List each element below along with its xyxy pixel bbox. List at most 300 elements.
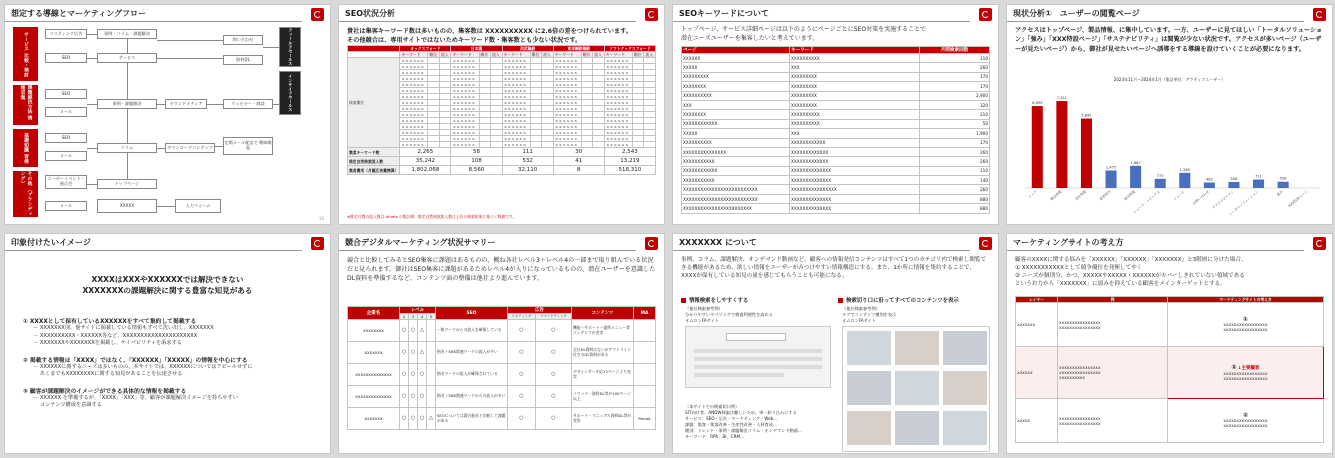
- level-mark: ○: [418, 364, 427, 386]
- lead-text-1: 貴社は集客キーワード数は多いものの、集客数は XXXXXXXXXX に2.6倍の差をつけられています。: [347, 28, 632, 35]
- content-note: ノウハウ・資料DL等が100ページ以上: [572, 386, 634, 408]
- table-row: [682, 176, 990, 185]
- right-heading: 検索切り口に沿ってすべてのコンテンツを表示: [838, 296, 959, 304]
- headline-2: XXXXXXXの課題解決に関する豊富な知見がある: [82, 286, 253, 295]
- level-header: 2: [400, 314, 409, 320]
- level-mark: ○: [400, 364, 409, 386]
- data-label: 528: [1279, 176, 1287, 181]
- keyword-cell: XXXXXXXXXXXXX: [790, 147, 920, 156]
- level-mark: [427, 342, 436, 364]
- slide-title: 想定する導線とマーケティングフロー: [11, 9, 147, 18]
- col-concept: マーケティングサイトの考え方: [1168, 297, 1324, 303]
- chart-caption: 2023年11月〜2024年1月（集計単位：アクティブユーザー）: [1113, 77, 1226, 82]
- summary-value: 2,265: [400, 148, 451, 157]
- table-row: [682, 119, 990, 128]
- point-detail: あくまでもXXXXXXXXに関する知見があることを伝達させる: [33, 371, 183, 378]
- category-label: サステナビリティ: [1211, 189, 1235, 210]
- content-note: サポート・マニュアル資料DL等が充実: [572, 408, 634, 430]
- lead-text-1: 顧客のXXXXに関する悩みを「XXXXXX」「XXXXXX」「XXXXXXX」と3階層に分けた場合、: [1015, 257, 1247, 263]
- table-row: [348, 342, 656, 364]
- keyword-cell: ｘｘｘｘｘｘ: [604, 94, 632, 100]
- slide-competitors: [338, 233, 665, 454]
- keyword-cell: ｘｘｘｘｘｘ: [553, 130, 581, 136]
- seo-note: SEOについては競合他社と比較して課題がある: [436, 408, 508, 430]
- point-detail: コンテンツ構成を意識する: [33, 402, 102, 409]
- keyword-cell: XXXXXXXXXXXXXX: [790, 176, 920, 185]
- lead-text-4: というお力から「XXXXXXX」に弱みを抑えている顧客をメインターゲットとする。: [1015, 281, 1226, 288]
- connector: [157, 206, 175, 207]
- category-label: お問い合わせ: [1191, 189, 1211, 206]
- headline-1: XXXXはXXXやXXXXXXでは解決できない: [91, 275, 244, 284]
- keyword-cell: ｘｘｘｘｘｘ: [451, 82, 479, 88]
- keyword-cell: ｘｘｘｘｘｘ: [451, 130, 479, 136]
- table-row: [348, 364, 656, 386]
- connector: [273, 104, 279, 105]
- keyword-cell: ｘｘｘｘｘｘ: [604, 100, 632, 106]
- keyword-cell: ｘｘｘｘｘｘ: [553, 82, 581, 88]
- lead-text: 競合と比較してみるとSEO集客に課題はあるものの、概ね各社レベル3＋レベル4の一部まで取り組んでいる状況だと見られます。御社はSEO集客に課題があるためレベル4が入りになっているものの、潜在ユーザーを意識したDL資料を準備するなど、コンテンツ面の整備は他社より進んでいます。: [347, 257, 656, 283]
- keyword-cell: ｘｘｘｘｘｘ: [400, 76, 428, 82]
- keyword-cell: ｘｘｘｘｘｘ: [604, 130, 632, 136]
- bar: [1204, 183, 1215, 188]
- title-underline: [1007, 21, 1304, 22]
- data-label: 1,475: [1105, 165, 1117, 170]
- level-mark: △: [418, 320, 427, 342]
- subcolumn-header: 順位: [530, 52, 542, 58]
- brand-logo-icon: [979, 237, 992, 250]
- slide-header: [339, 5, 664, 23]
- subcolumn-header: キーワード: [400, 52, 428, 58]
- table-row: [348, 320, 656, 342]
- keyword-cell: ｘｘｘｘｘｘ: [400, 64, 428, 70]
- subcolumn-header: 流入: [439, 52, 451, 58]
- summary-label: 集客費用（月額広告費換算）: [349, 167, 399, 173]
- flow-box-webinar: ウェビナー・商談: [223, 99, 273, 109]
- slide-search-feature: [672, 233, 999, 454]
- slide-header: [1007, 5, 1332, 23]
- connector: [127, 153, 128, 179]
- keyword-cell: ｘｘｘｘｘｘ: [502, 76, 530, 82]
- keyword-cell: XXXXXXXXXX: [790, 119, 920, 128]
- left-sub: （他社検索参考例）: [685, 306, 723, 311]
- keyword-cell: XXXXXXXXXX: [682, 138, 790, 147]
- bar: [1278, 182, 1289, 188]
- slide-header: [5, 234, 330, 252]
- ma-tool: [634, 342, 656, 364]
- data-label: 5,845: [1081, 113, 1092, 118]
- ad-mark: ○: [508, 408, 536, 430]
- summary-value: 8: [553, 166, 604, 175]
- competitor-table: [347, 306, 656, 430]
- brand-logo-icon: [311, 237, 324, 250]
- keyword-cell: ｘｘｘｘｘｘ: [604, 76, 632, 82]
- keyword-cell: ｘｘｘｘｘｘ: [502, 88, 530, 94]
- bar: [1179, 173, 1190, 188]
- level-mark: [427, 320, 436, 342]
- ad-mark: ○: [535, 320, 571, 342]
- column-header: MA: [634, 307, 656, 320]
- connector: [157, 58, 223, 59]
- keyword-cell: ｘｘｘｘｘｘ: [502, 124, 530, 130]
- keyword-cell: ｘｘｘｘｘｘ: [400, 106, 428, 112]
- search-volume: 210: [920, 110, 990, 119]
- keyword-cell: XXXXXXXXX: [790, 100, 920, 109]
- keyword-cell: ｘｘｘｘｘｘ: [451, 142, 479, 148]
- keyword-cell: ｘｘｘｘｘｘ: [502, 64, 530, 70]
- search-volume: 110: [920, 166, 990, 175]
- keyword-cell: XXXXXXXXXXXXXX: [790, 204, 920, 213]
- keyword-cell: ｘｘｘｘｘｘ: [451, 106, 479, 112]
- keyword-cell: ｘｘｘｘｘｘ: [604, 118, 632, 124]
- point-detail: － XXXXXXXXXX・XXXXXX等など、XXXXXXXXXXXXXXXXXXXXX: [33, 332, 198, 339]
- subcolumn-header: 順位: [428, 52, 440, 58]
- keyword-cell: XXXXXXXX: [682, 82, 790, 91]
- connector: [157, 40, 223, 41]
- level-mark: ○: [409, 364, 418, 386]
- keyword-cell: ｘｘｘｘｘｘ: [604, 58, 632, 64]
- right-screenshot: [842, 326, 990, 452]
- subcolumn-header: 流入: [593, 52, 605, 58]
- data-label: 462: [1205, 177, 1213, 182]
- summary-value: 518,310: [604, 166, 655, 175]
- keyword-cell: ｘｘｘｘｘｘ: [502, 58, 530, 64]
- slide-title: 競合デジタルマーケティング状況サマリー: [345, 238, 496, 247]
- company-name: XXXXXXXXXXXXXX: [348, 386, 400, 408]
- point-heading: ② 掲載する情報は「XXXX」ではなく、「XXXXXX」「XXXXX」の情報を中心にする: [23, 357, 248, 364]
- keyword-cell: ｘｘｘｘｘｘ: [400, 130, 428, 136]
- ad-mark: ○: [508, 342, 536, 364]
- flow-box-mail2: メール: [45, 151, 87, 161]
- flow-box-xxxxx: XXXXX: [97, 199, 157, 213]
- title-underline: [5, 21, 302, 22]
- keyword-cell: ｘｘｘｘｘｘ: [502, 112, 530, 118]
- company-name: XXXXXXXX: [348, 320, 400, 342]
- right-site: オムロンFAサイト: [842, 318, 876, 324]
- ad-mark: ○: [535, 386, 571, 408]
- flow-box-field-sales: インサイドセールス: [279, 71, 301, 115]
- connector: [87, 104, 97, 105]
- keyword-cell: ｘｘｘｘｘｘ: [451, 136, 479, 142]
- subcolumn-header: キーワード: [553, 52, 581, 58]
- keyword-cell: ｘｘｘｘｘｘ: [400, 112, 428, 118]
- column-header: 企業名: [348, 307, 400, 320]
- keyword-cell: ｘｘｘｘｘｘ: [553, 100, 581, 106]
- connector: [157, 148, 165, 149]
- title-underline: [673, 250, 970, 251]
- bar: [1130, 166, 1141, 188]
- keyword-cell: ｘｘｘｘｘｘ: [502, 70, 530, 76]
- keyword-table: [681, 46, 990, 214]
- column-header: 広告: [508, 307, 572, 314]
- category-label: 強み: [1276, 189, 1284, 198]
- summary-row: [348, 148, 656, 157]
- keyword-cell: ｘｘｘｘｘｘ: [553, 88, 581, 94]
- bar: [1081, 119, 1092, 188]
- subcolumn-header: 流入: [542, 52, 554, 58]
- table-row: [682, 204, 990, 213]
- layer-2-example: XXXXXXXXXXXXXXXX XXXXXXXXXXXXXXXX XXXXXXXXXX: [1058, 347, 1168, 399]
- column-header: オックスフォード: [400, 46, 451, 52]
- table-row: [682, 63, 990, 72]
- category-label: 採用情報: [1123, 189, 1137, 202]
- flow-box-mail1: メール: [45, 107, 87, 117]
- keyword-cell: ｘｘｘｘｘｘ: [400, 88, 428, 94]
- table-row: [348, 408, 656, 430]
- brand-logo-icon: [311, 8, 324, 21]
- title-underline: [1007, 250, 1304, 251]
- flow-box-seo1: SEO: [45, 53, 87, 63]
- lead-text: アクセスはトップページ、製品情報、に集中しています。一方、ユーザーに見てほしい「トータルソリューション」「強み」「XXX特設ページ」「サステナビリティ」は閲覧が少ない状況です。アクセスが多いページ（ユーザーが見たいページ）から、御社が見せたいページへ誘導をする導線を設けていくことが必要になります。: [1015, 27, 1323, 53]
- data-label: 1,867: [1130, 160, 1141, 165]
- keyword-cell: ｘｘｘｘｘｘ: [502, 100, 530, 106]
- point-heading: ③ 顧客が課題解決のイメージができる具体的な情報を掲載する: [23, 388, 187, 395]
- column-header: 西武鍋鉄: [502, 46, 553, 52]
- category-label: 会社情報: [1074, 189, 1088, 202]
- category-label: ニュース: [1172, 189, 1186, 202]
- keyword-cell: ｘｘｘｘｘｘ: [553, 76, 581, 82]
- flow-box-mailout: 定期メール配信で 興味喚起: [223, 137, 273, 155]
- slide-seo-keywords: [672, 4, 999, 225]
- table-row: [682, 194, 990, 203]
- seo-note: 指名ワードの流入が確保されている: [436, 364, 508, 386]
- keyword-cell: XXXXXXXXXXXX: [790, 138, 920, 147]
- summary-value: 35,242: [400, 157, 451, 166]
- keyword-cell: ｘｘｘｘｘｘ: [604, 106, 632, 112]
- slide-header: [1007, 234, 1332, 252]
- search-volume: 260: [920, 63, 990, 72]
- footnote: ※推定月間の流入数は Ahrefs の集計値、推定自然検索流入数は上位の検索結果に基づく数値です。: [347, 214, 517, 219]
- slide-header: [673, 5, 998, 23]
- level-mark: ○: [418, 386, 427, 408]
- keyword-cell: XXX: [682, 100, 790, 109]
- connector: [263, 47, 279, 48]
- bar: [1032, 106, 1043, 188]
- bar: [1253, 180, 1264, 188]
- company-name: XXXXXXX: [348, 342, 400, 364]
- search-volume: 50: [920, 119, 990, 128]
- ma-tool: Pardot: [634, 408, 656, 430]
- summary-value: 8,560: [451, 166, 502, 175]
- flow-box-seo2: SEO: [45, 89, 87, 99]
- square-bullet-icon: [681, 298, 686, 303]
- keyword-cell: ｘｘｘｘｘｘ: [502, 106, 530, 112]
- table-row: [682, 147, 990, 156]
- keyword-cell: ｘｘｘｘｘｘ: [604, 64, 632, 70]
- data-label: 6,899: [1032, 101, 1043, 106]
- table-row: [682, 138, 990, 147]
- company-name: XXXXXXX: [348, 408, 400, 430]
- search-axis-line: サービス：SEO・広告・マーケティング・Web…: [685, 416, 778, 422]
- flow-box-event: ユーザーイベント・展示会: [45, 175, 87, 189]
- title-underline: [339, 21, 636, 22]
- keyword-cell: XXXXXXXXXX: [682, 91, 790, 100]
- keyword-cell: XXXXXXXXXXXXXXX: [682, 147, 790, 156]
- slide-title: SEO状況分析: [345, 9, 396, 18]
- right-sub2: タグでコンテンツ種別を表示: [842, 312, 897, 318]
- keyword-cell: ｘｘｘｘｘｘ: [553, 58, 581, 64]
- keyword-cell: ｘｘｘｘｘｘ: [604, 82, 632, 88]
- keyword-cell: ｘｘｘｘｘｘ: [604, 136, 632, 142]
- keyword-cell: ｘｘｘｘｘｘ: [400, 124, 428, 130]
- right-sub: （他社検索参考例）: [842, 306, 880, 311]
- seo-note: 一般ワードからの流入を確保している: [436, 320, 508, 342]
- bar: [1228, 182, 1239, 188]
- keyword-cell: XXXXX: [682, 129, 790, 138]
- content-note: デザインサーチ応72ページより充実: [572, 364, 634, 386]
- layer-2: XXXXXX: [1016, 347, 1058, 399]
- brand-logo-icon: [645, 237, 658, 250]
- subcolumn-header: キーワード: [451, 52, 479, 58]
- keyword-cell: ｘｘｘｘｘｘ: [400, 82, 428, 88]
- level-mark: ○: [409, 408, 418, 430]
- search-volume: 880: [920, 194, 990, 203]
- column-header: コンテンツ: [572, 307, 634, 320]
- search-volume: 140: [920, 176, 990, 185]
- flow-box-entry: 入力フォーム: [175, 199, 221, 213]
- search-volume: 2,900: [920, 91, 990, 100]
- category-label: 製品情報: [1049, 189, 1063, 202]
- keyword-cell: ｘｘｘｘｘｘ: [400, 136, 428, 142]
- ad-mark: ○: [508, 386, 536, 408]
- column-header: レベル: [400, 307, 436, 314]
- slide-header: [5, 5, 330, 23]
- lead-text-2: その他競合は、専用サイトではないためキーワード数・集客数とも少ない状況です。: [347, 37, 582, 45]
- table-row: [682, 82, 990, 91]
- lead-text-1: トップページ、サービス詳細ページは以下のようにページごとにSEO対策を実施することで: [681, 26, 927, 33]
- lane-brand: その他 （ブランディング）: [13, 171, 38, 217]
- keyword-cell: XXX: [790, 63, 920, 72]
- subcolumn-header: キーワード: [502, 52, 530, 58]
- flow-box-inside-sales: フィールドセールス: [279, 27, 301, 67]
- summary-value: 2,543: [604, 148, 655, 157]
- level-mark: ○: [409, 342, 418, 364]
- slide-seo-analysis: [338, 4, 665, 225]
- subcolumn-header: 流入: [644, 52, 656, 58]
- summary-label: 集客キーワード数: [348, 148, 400, 157]
- keyword-cell: ｘｘｘｘｘｘ: [451, 70, 479, 76]
- brand-logo-icon: [979, 8, 992, 21]
- keyword-cell: XXXXXXXXXXXX: [682, 119, 790, 128]
- lead-text-3: ② ニーズが個別分、かつ、XXXXXやXXXXX・XXXXXXがカバーしきれていない領域である: [1015, 273, 1245, 280]
- keyword-cell: ｘｘｘｘｘｘ: [400, 118, 428, 124]
- data-label: 711: [1255, 174, 1262, 179]
- keyword-cell: ｘｘｘｘｘｘ: [451, 88, 479, 94]
- keyword-cell: ｘｘｘｘｘｘ: [451, 76, 479, 82]
- search-axis-line: キーワード：RPA、BI、CRM…: [685, 434, 745, 440]
- keyword-cell: XXXXXX: [682, 54, 790, 63]
- column-header: SEO: [436, 307, 508, 320]
- keyword-cell: XXX: [790, 129, 920, 138]
- lead-text-2: ① XXXXXXXXXXXとして競争優位を発揮してやく: [1015, 265, 1143, 272]
- keyword-cell: ｘｘｘｘｘｘ: [451, 94, 479, 100]
- lane-basic: 基礎知識 習得: [13, 129, 38, 167]
- brand-logo-icon: [1313, 237, 1326, 250]
- keyword-cell: ｘｘｘｘｘｘ: [400, 70, 428, 76]
- ad-subheader: リスティング: [508, 314, 536, 320]
- lane-compare: サービス 比較・検討: [13, 27, 38, 81]
- layer-1-example: XXXXXXXXXXXXXXXX XXXXXXXXXXXXXXXX: [1058, 303, 1168, 347]
- slide-header: [339, 234, 664, 252]
- layer-2-concept: ② ↓主要顧客 XXXXXXXXXXXXXXXXX XXXXXXXXXXXXXXXXX: [1168, 347, 1324, 399]
- keyword-cell: ｘｘｘｘｘｘ: [604, 124, 632, 130]
- category-label: ニュース・トピックス: [1132, 189, 1161, 215]
- summary-label: 推定自然検索流入数: [348, 157, 400, 166]
- point-detail: － XXXXXXX別、他サイトに掲載している情報もすべて洗い出し、XXXXXXX: [33, 325, 214, 331]
- slide-title: 現状分析① ユーザーの閲覧ページ: [1013, 9, 1140, 18]
- column-header: ページ: [682, 47, 790, 54]
- summary-value: 13,219: [604, 157, 655, 166]
- ad-subheader: リマーケティング: [535, 314, 571, 320]
- keyword-cell: XXXXXXXXXXXXXX: [790, 194, 920, 203]
- ad-mark: ○: [535, 408, 571, 430]
- layer-table: [1015, 296, 1324, 443]
- slide-user-pages: [1006, 4, 1333, 225]
- column-header: 月間検索回数: [920, 47, 990, 54]
- slide-site-concept: [1006, 233, 1333, 454]
- level-mark: ○: [400, 320, 409, 342]
- search-axis-line: 課題：集客・集客改善・生産性改善・人材育成…: [685, 422, 778, 428]
- ma-tool: [634, 364, 656, 386]
- keyword-cell: ｘｘｘｘｘｘ: [604, 142, 632, 148]
- keyword-cell: XXXXXXXXXXX: [682, 176, 790, 185]
- row-label: 検索順位: [348, 58, 400, 148]
- bar: [1155, 179, 1166, 188]
- keyword-cell: ｘｘｘｘｘｘ: [400, 142, 428, 148]
- keyword-cell: ｘｘｘｘｘｘ: [553, 106, 581, 112]
- level-mark: ○: [409, 320, 418, 342]
- title-underline: [339, 250, 636, 251]
- keyword-cell: XXXXXXXX: [682, 110, 790, 119]
- data-label: 775: [1156, 173, 1164, 178]
- keyword-cell: XXXXXXXXXXXXXXXXXXXXXXXXXX: [682, 194, 790, 203]
- column-header: キーワード: [790, 47, 920, 54]
- search-volume: 260: [920, 157, 990, 166]
- level-header: 4: [418, 314, 427, 320]
- title-underline: [5, 250, 302, 251]
- data-label: 508: [1230, 176, 1238, 181]
- keyword-cell: XXXXXXXXXX: [790, 110, 920, 119]
- keyword-cell: ｘｘｘｘｘｘ: [553, 142, 581, 148]
- slide-title: 印象付けたいイメージ: [11, 238, 91, 247]
- keyword-cell: ｘｘｘｘｘｘ: [553, 64, 581, 70]
- keyword-cell: XXXXXXXXXXXXXXXXXXXXXXXXXX: [682, 185, 790, 194]
- search-volume: 320: [920, 100, 990, 109]
- left-site: オムロンFAサイト: [685, 318, 719, 324]
- summary-row: [348, 166, 656, 175]
- left-screenshot: [685, 326, 831, 388]
- table-row: [682, 91, 990, 100]
- search-volume: 110: [920, 54, 990, 63]
- flow-box-inquiry: 問い合わせ: [223, 35, 263, 45]
- keyword-cell: ｘｘｘｘｘｘ: [451, 118, 479, 124]
- summary-value: 41: [553, 157, 604, 166]
- slide-title: マーケティングサイトの考え方: [1013, 238, 1124, 247]
- flow-box-top: トップページ: [97, 179, 157, 189]
- flow-box-service: サービス: [97, 53, 157, 63]
- table-header-row: [682, 47, 990, 54]
- left-heading: 情報検索をしやすくする: [681, 296, 748, 304]
- connector: [157, 104, 165, 105]
- table-row: [682, 54, 990, 63]
- summary-value: 111: [502, 148, 553, 157]
- title-underline: [673, 21, 970, 22]
- keyword-cell: XXXXXXXXXXX: [682, 157, 790, 166]
- bar-chart: [1015, 83, 1326, 223]
- ad-mark: ○: [508, 320, 536, 342]
- table-row: [682, 100, 990, 109]
- bar: [1056, 101, 1067, 188]
- keyword-cell: ｘｘｘｘｘｘ: [553, 124, 581, 130]
